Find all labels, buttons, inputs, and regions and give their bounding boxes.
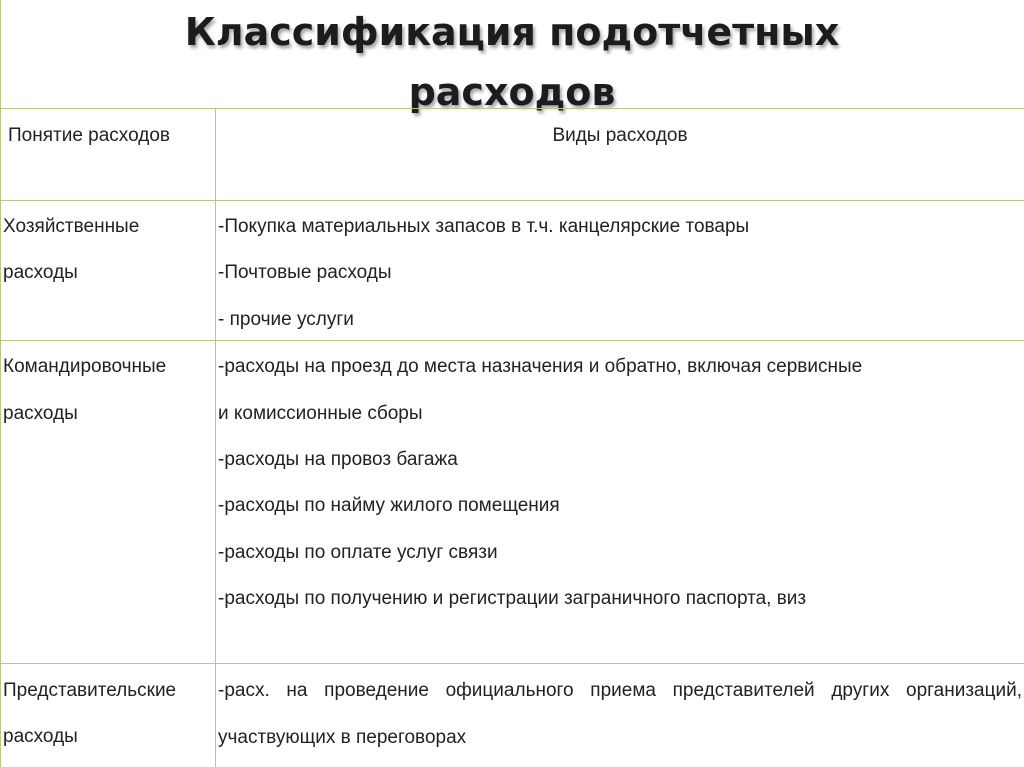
row-item: - прочие услуги bbox=[218, 309, 354, 330]
row-concept-line-2: расходы bbox=[3, 726, 78, 747]
row-concept-line-1: Хозяйственные bbox=[3, 216, 140, 237]
row-divider-1 bbox=[0, 340, 1024, 341]
column-divider bbox=[215, 108, 216, 767]
page-title-line-2: расходов bbox=[408, 70, 616, 114]
row-concept-line-2: расходы bbox=[3, 262, 78, 283]
row-item: -Почтовые расходы bbox=[218, 262, 392, 283]
row-item: -расходы по оплате услуг связи bbox=[218, 542, 498, 563]
row-concept-line-1: Представительские bbox=[3, 680, 177, 701]
header-types: Виды расходов bbox=[552, 125, 688, 146]
page-title-line-1: Классификация подотчетных bbox=[184, 10, 840, 54]
page-title bbox=[0, 2, 1024, 122]
row-item: -расходы на провоз багажа bbox=[218, 449, 458, 470]
row-item: -расходы по найму жилого помещения bbox=[218, 495, 560, 516]
row-item: и комиссионные сборы bbox=[218, 403, 423, 424]
row-item: -Покупка материальных запасов в т.ч. канцелярские товары bbox=[218, 216, 750, 237]
table-top-border bbox=[0, 108, 1024, 109]
row-divider-2 bbox=[0, 663, 1024, 664]
row-item: -расходы по получению и регистрации заграничного паспорта, виз bbox=[218, 588, 807, 609]
row-concept-line-2: расходы bbox=[3, 403, 78, 424]
table-left-border bbox=[0, 0, 1, 767]
row-concept-line-1: Командировочные bbox=[3, 356, 167, 377]
header-row-divider bbox=[0, 200, 1024, 201]
row-item: -расх. на проведение официального приема представителей других организаций, участвующих в переговорах bbox=[218, 680, 1022, 748]
header-concept: Понятие расходов bbox=[8, 125, 170, 146]
row-item: -расходы на проезд до места назначения и обратно, включая сервисные bbox=[218, 356, 863, 377]
